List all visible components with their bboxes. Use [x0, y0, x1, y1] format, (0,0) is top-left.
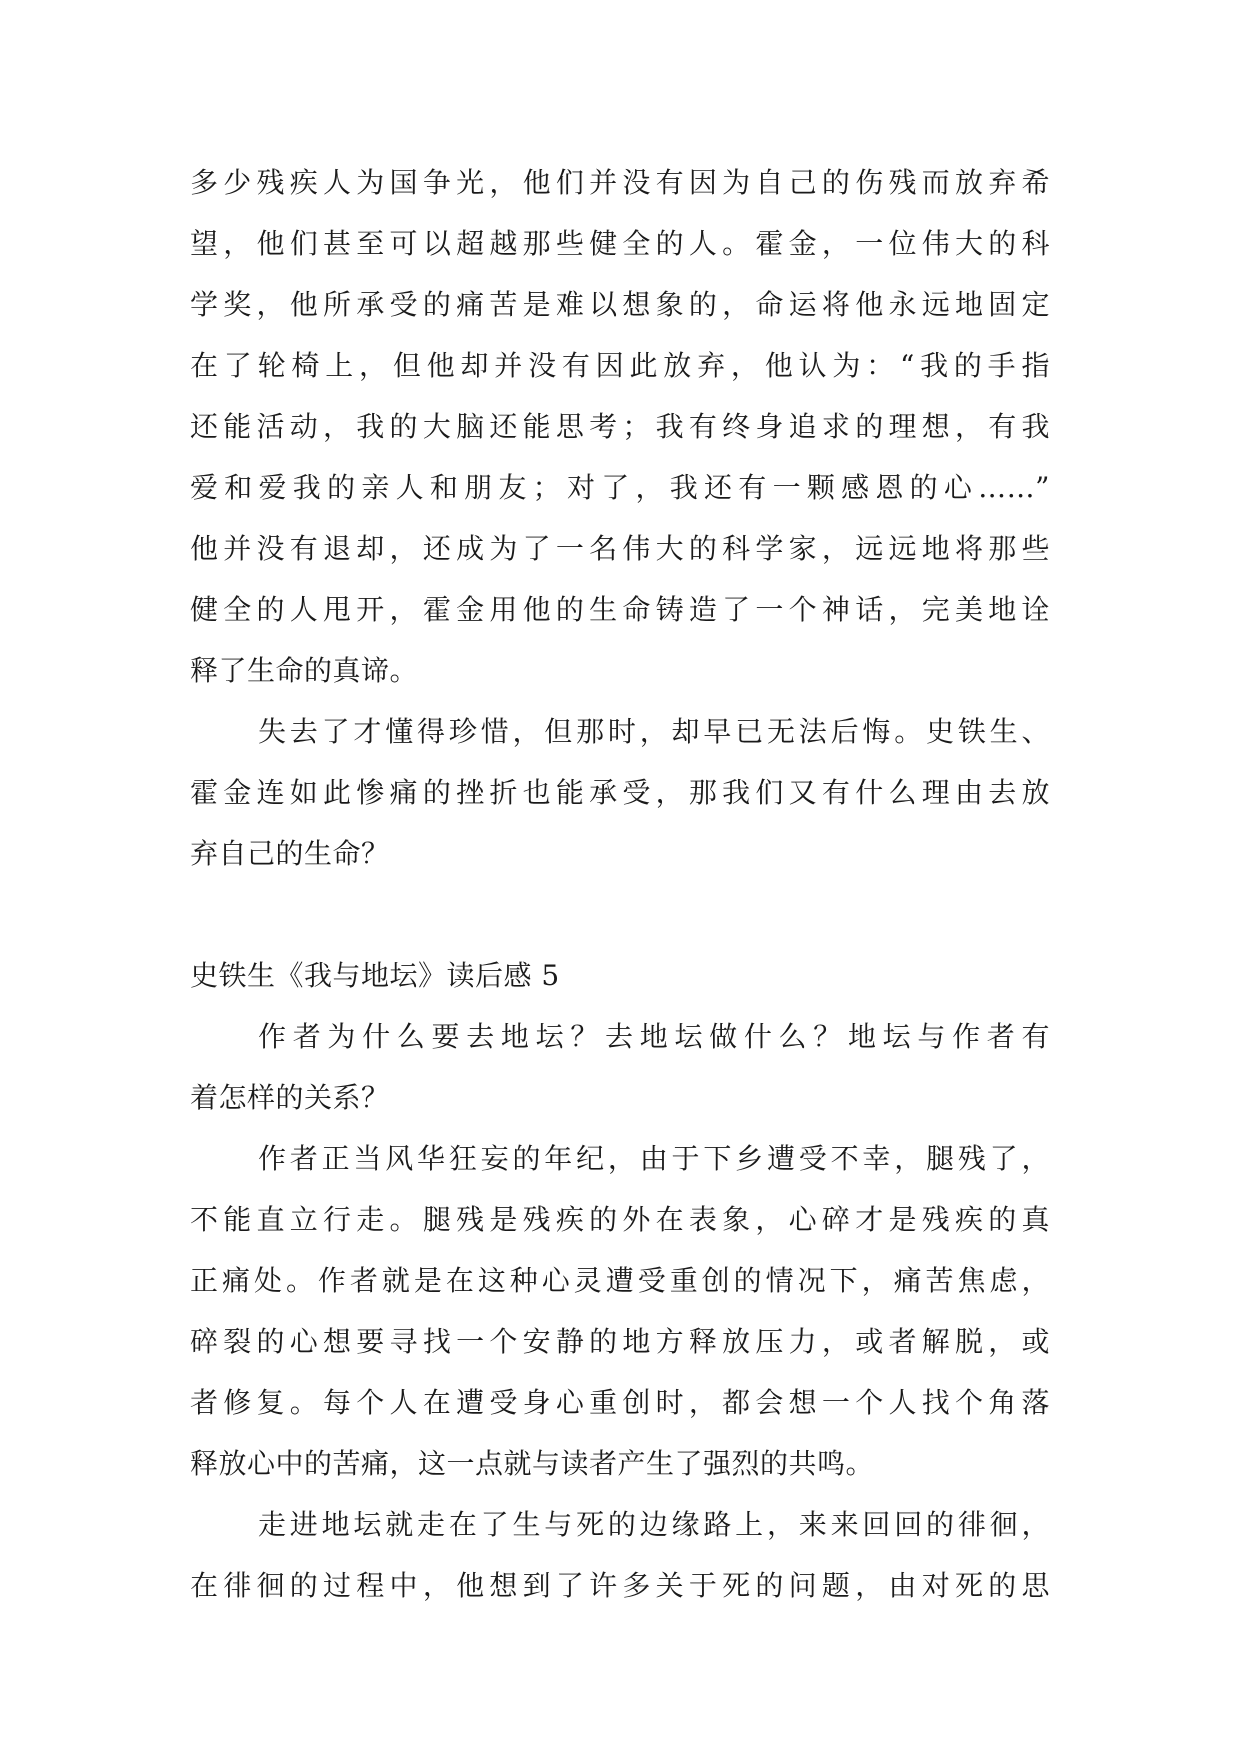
text-line: 作者为什么要去地坛？去地坛做什么？地坛与作者有: [258, 1020, 1050, 1053]
text-line: 霍金连如此惨痛的挫折也能承受，那我们又有什么理由去放: [190, 776, 1050, 809]
text-line: 多少残疾人为国争光，他们并没有因为自己的伤残而放弃希: [190, 166, 1050, 199]
text-line: 正痛处。作者就是在这种心灵遭受重创的情况下，痛苦焦虑，: [190, 1264, 1050, 1297]
text-line: 走进地坛就走在了生与死的边缘路上，来来回回的徘徊，: [258, 1508, 1050, 1541]
text-line: 碎裂的心想要寻找一个安静的地方释放压力，或者解脱，或: [190, 1325, 1050, 1358]
blank-line: [190, 884, 1050, 945]
text-line: 他并没有退却，还成为了一名伟大的科学家，远远地将那些: [190, 532, 1050, 565]
text-line: 者修复。每个人在遭受身心重创时，都会想一个人找个角落: [190, 1386, 1050, 1419]
paragraph: [190, 152, 1050, 701]
text-line: 作者正当风华狂妄的年纪，由于下乡遭受不幸，腿残了，: [258, 1142, 1050, 1175]
text-line: 释放心中的苦痛，这一点就与读者产生了强烈的共鸣。: [190, 1447, 875, 1480]
text-line: 还能活动，我的大脑还能思考；我有终身追求的理想，有我: [190, 410, 1050, 443]
text-line: 不能直立行走。腿残是残疾的外在表象，心碎才是残疾的真: [190, 1203, 1050, 1236]
section-title: 史铁生《我与地坛》读后感 5: [190, 959, 560, 992]
paragraph: [190, 1006, 1050, 1128]
text-line: 在了轮椅上，但他却并没有因此放弃，他认为：“我的手指: [190, 349, 1050, 382]
text-line: 健全的人甩开，霍金用他的生命铸造了一个神话，完美地诠: [190, 593, 1050, 626]
text-line: 释了生命的真谛。: [190, 654, 419, 687]
paragraph: [190, 1128, 1050, 1494]
document-page: [190, 152, 1050, 1616]
text-line: 着怎样的关系？: [190, 1081, 390, 1114]
paragraph: [190, 701, 1050, 884]
text-line: 弃自己的生命？: [190, 837, 390, 870]
paragraph: [190, 1494, 1050, 1616]
text-line: 失去了才懂得珍惜，但那时，却早已无法后悔。史铁生、: [258, 715, 1050, 748]
text-line: 爱和爱我的亲人和朋友；对了，我还有一颗感恩的心……”: [190, 471, 1050, 504]
text-line: 望，他们甚至可以超越那些健全的人。霍金，一位伟大的科: [190, 227, 1050, 260]
text-line: 学奖，他所承受的痛苦是难以想象的，命运将他永远地固定: [190, 288, 1050, 321]
text-line: 在徘徊的过程中，他想到了许多关于死的问题，由对死的思: [190, 1569, 1050, 1602]
